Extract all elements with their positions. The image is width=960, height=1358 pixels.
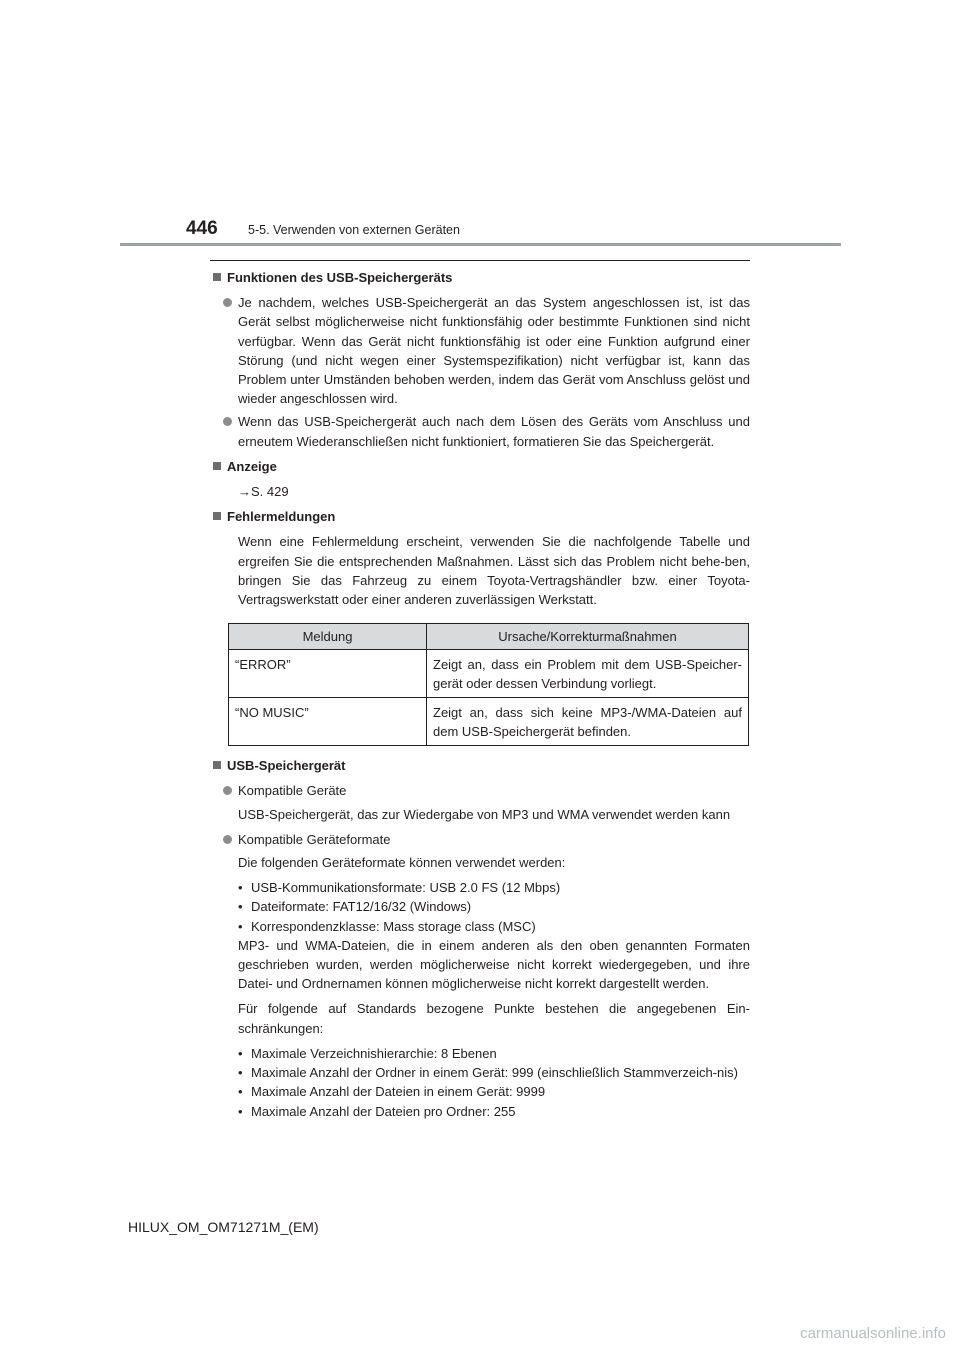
round-bullet-icon	[223, 835, 232, 844]
round-bullet-icon	[223, 417, 232, 426]
watermark: carmanualsonline.info	[800, 1325, 946, 1342]
heading-display: Anzeige	[210, 457, 750, 476]
bullet-compatible-formats: Kompatible Geräteformate	[210, 830, 750, 849]
bullet-functions-2: Wenn das USB-Speichergerät auch nach dem Lösen des Geräts vom Anschluss und erneutem Wiederanschließen nicht funktioniert, formatieren Sie das Speichergerät.	[210, 412, 750, 450]
compatible-devices-text: USB-Speichergerät, das zur Wiedergabe von MP3 und WMA verwendet werden kann	[238, 806, 731, 822]
square-bullet-icon	[213, 462, 221, 470]
section-title: 5-5. Verwenden von externen Geräten	[248, 223, 460, 237]
table-cell: Zeigt an, dass ein Problem mit dem USB-Speicher-gerät oder dessen Verbindung vorliegt.	[427, 650, 749, 698]
heading-usb: USB-Speichergerät	[210, 756, 750, 775]
round-bullet-icon	[223, 786, 232, 795]
compatible-formats-intro: Die folgenden Geräteformate können verwendet werden:	[238, 855, 566, 871]
limits-list	[210, 1044, 750, 1121]
limits-intro: Für folgende auf Standards bezogene Punkte bestehen die angegebenen Ein-schränkungen:	[238, 1001, 750, 1036]
list-item: • Maximale Anzahl der Ordner in einem Gerät: 999 (einschließlich Stammverzeich-nis)	[238, 1065, 738, 1081]
page-content	[210, 268, 750, 1127]
list-item: • Maximale Anzahl der Dateien in einem Gerät: 9999	[238, 1084, 546, 1100]
bullet-functions-1: Je nachdem, welches USB-Speichergerät an das System angeschlossen ist, ist das Gerät selbst möglicherweise nicht funktionsfähig oder bestimmte Funktionen sind nicht verfügbar. Wenn das Gerät nicht funktionsfähig ist oder eine Funktion aufgrund einer Störung (und nicht wegen einer Systemspezifikation) nicht verfügbar ist, kann das Problem unter Umständen behoben werden, indem das Gerät vom Anschluss gelöst und wieder angeschlossen wird.	[210, 293, 750, 408]
table-cell: “ERROR”	[229, 650, 427, 698]
table-header-cell: Ursache/Korrekturmaßnahmen	[427, 624, 749, 650]
document-code: HILUX_OM_OM71271M_(EM)	[128, 1219, 319, 1235]
table-header-cell: Meldung	[229, 624, 427, 650]
format-note: MP3- und WMA-Dateien, die in einem anderen als den oben genannten Formaten geschrieben wurden, werden möglicherweise nicht korrekt wiedergegeben, und ihre Datei- und Ordnernamen können möglicherweise nicht korrekt dargestellt werden.	[238, 937, 750, 992]
list-item: • Korrespondenzklasse: Mass storage class (MSC)	[238, 918, 536, 934]
round-bullet-icon	[223, 298, 232, 307]
table-row	[229, 650, 749, 698]
heading-functions: Funktionen des USB-Speichergeräts	[210, 268, 750, 287]
table-cell: Zeigt an, dass sich keine MP3-/WMA-Dateien auf dem USB-Speichergerät befinden.	[427, 698, 749, 746]
format-list	[210, 878, 750, 936]
table-cell: “NO MUSIC”	[229, 698, 427, 746]
page-reference-link[interactable]: →S. 429	[238, 484, 289, 500]
content-rule	[210, 260, 750, 261]
square-bullet-icon	[213, 273, 221, 281]
errors-paragraph: Wenn eine Fehlermeldung erscheint, verwenden Sie die nachfolgende Tabelle und ergreifen Sie die entsprechenden Maßnahmen. Lässt sich das Problem nicht behe-ben, bringen Sie das Fahrzeug zu einem Toyota-Vertragshändler bzw. einer Toyota-Vertragswerkstatt oder einer anderen zuverlässigen Werkstatt.	[238, 534, 750, 608]
table-header-row	[229, 624, 749, 650]
header-rule	[120, 243, 841, 246]
table-row	[229, 698, 749, 746]
square-bullet-icon	[213, 512, 221, 520]
list-item: • Maximale Anzahl der Dateien pro Ordner: 255	[238, 1103, 516, 1119]
heading-errors: Fehlermeldungen	[210, 507, 750, 526]
error-message-table	[228, 623, 749, 746]
list-item: • USB-Kommunikationsformate: USB 2.0 FS (12 Mbps)	[238, 880, 561, 896]
square-bullet-icon	[213, 761, 221, 769]
list-item: • Maximale Verzeichnishierarchie: 8 Ebenen	[238, 1045, 497, 1061]
page-number: 446	[186, 218, 218, 239]
list-item: • Dateiformate: FAT12/16/32 (Windows)	[238, 899, 472, 915]
bullet-compatible-devices: Kompatible Geräte	[210, 781, 750, 800]
